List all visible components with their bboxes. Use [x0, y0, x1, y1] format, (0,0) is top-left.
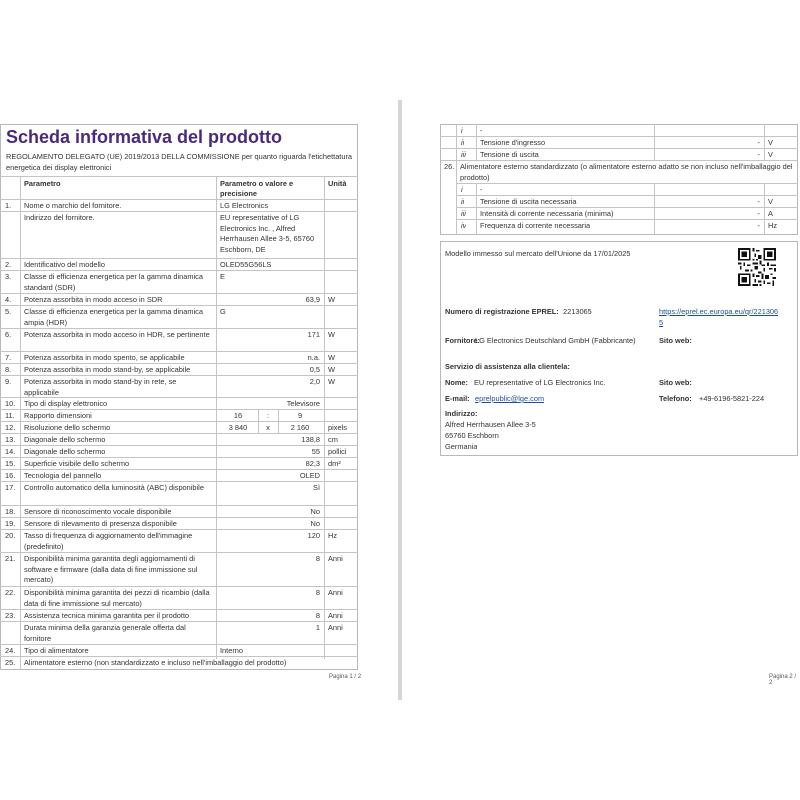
row-12-value-a: 3 840 — [228, 423, 248, 432]
row-23b-label: Durata minima della garanzia generale offerta dal fornitore — [24, 623, 186, 643]
row-21-unit: Anni — [328, 554, 343, 563]
row-12-unit: pixels — [328, 423, 347, 432]
service-name-value: EU representative of LG Electronics Inc. — [474, 378, 606, 387]
row-4-value: 63,9 — [305, 295, 320, 304]
row-1-value: LG Electronics — [220, 201, 269, 210]
supplier-value: LG Electronics Deutschland GmbH (Fabbricante) — [475, 336, 636, 345]
row-15-num: 15. — [5, 459, 16, 468]
t2-row-2-unit: V — [768, 197, 773, 206]
row-22-label: Disponibilità minima garantita dei pezzi di ricambio (dalla data di fine immissione sul mercato) — [24, 588, 210, 608]
row-9-unit: W — [328, 377, 335, 386]
row-26-num: 26. — [444, 162, 455, 171]
row-3-value: E — [220, 272, 225, 281]
row-12-value-b: 2 160 — [290, 423, 310, 432]
row-14-label: Diagonale dello schermo — [24, 447, 106, 456]
row-2-value: OLED55G56LS — [220, 260, 272, 269]
row-11-label: Rapporto dimensioni — [24, 411, 92, 420]
row-23b-value: 1 — [315, 623, 320, 632]
row-11-value-b: 9 — [297, 411, 303, 420]
t1-row-3-unit: V — [768, 150, 773, 159]
row-8-label: Potenza assorbita in modo stand-by, se applicabile — [24, 365, 191, 374]
row-26-label: Alimentatore esterno standardizzato (o alimentatore esterno adatto se non incluso nell'imballaggio del prodotto) — [460, 162, 793, 182]
row-15-value: 82,3 — [305, 459, 320, 468]
row-11-separator: : — [266, 411, 270, 420]
t2-row-4-unit: Hz — [768, 221, 778, 230]
row-1b-label: Indirizzo del fornitore. — [24, 213, 95, 222]
row-18-value: No — [310, 507, 320, 516]
row-1b-value: EU representative of LG Electronics Inc. , Alfred Herrhausen Allee 3-5, 65760 Eschborn, DE — [220, 213, 315, 254]
row-16-label: Tecnologia del pannello — [24, 471, 102, 480]
regulation-subtitle: REGOLAMENTO DELEGATO (UE) 2019/2013 DELLA COMMISSIONE per quanto riguarda l'etichettatura energetica dei display elettronici — [6, 152, 353, 172]
row-25-num: 25. — [5, 658, 16, 667]
column-header-value: Parametro o valore e precisione — [220, 179, 294, 198]
row-16-num: 16. — [5, 471, 16, 480]
row-14-value: 55 — [311, 447, 320, 456]
document-page-1 — [0, 100, 398, 700]
address-line-2: 65760 Eschborn — [445, 431, 499, 440]
row-15-label: Superficie visibile dello schermo — [24, 459, 130, 468]
email-label: E-mail: — [445, 394, 470, 403]
row-21-value: 8 — [315, 554, 320, 563]
row-24-label: Tipo di alimentatore — [24, 646, 89, 655]
t2-row-4-label: Frequenza di corrente necessaria — [480, 221, 591, 230]
row-6-label: Potenza assorbita in modo acceso in HDR, se pertinente — [24, 330, 210, 339]
row-25-label: Alimentatore esterno (non standardizzato e incluso nell'imballaggio del prodotto) — [24, 658, 287, 667]
row-9-value: 2,0 — [309, 377, 320, 386]
row-20-num: 20. — [5, 531, 16, 540]
t2-row-2-value: - — [757, 197, 760, 206]
market-date: Modello immesso sul mercato dell'Unione da 17/01/2025 — [445, 249, 631, 258]
page-title: Scheda informativa del prodotto — [6, 127, 283, 147]
t1-row-2-unit: V — [768, 138, 773, 147]
page-number: Pagina 1 / 2 — [329, 674, 362, 680]
row-16-value: OLED — [299, 471, 320, 480]
address-line-3: Germania — [445, 442, 478, 451]
row-3-num: 3. — [5, 272, 12, 281]
row-10-label: Tipo di display elettronico — [24, 399, 108, 408]
supplier-label: Fornitore: — [445, 336, 480, 345]
row-19-num: 19. — [5, 519, 16, 528]
row-6-unit: W — [328, 330, 335, 339]
row-5-value: G — [220, 307, 226, 316]
column-header-param: Parametro — [24, 179, 61, 188]
row-2-label: Identificativo del modello — [24, 260, 105, 269]
t2-row-1-label: - — [480, 185, 483, 194]
row-8-value: 0,5 — [309, 365, 320, 374]
row-12-num: 12. — [5, 423, 16, 432]
row-9-label: Potenza assorbita in modo stand-by in rete, se applicabile — [24, 377, 177, 397]
t1-row-3-label: Tensione di uscita — [480, 150, 539, 159]
row-15-unit: dm² — [328, 459, 341, 468]
row-21-num: 21. — [5, 554, 16, 563]
row-5-label: Classe di efficienza energetica per la gamma dinamica ampia (HDR) — [24, 307, 203, 327]
row-7-value: n.a. — [307, 353, 320, 362]
t2-row-3-roman: iii — [461, 209, 466, 218]
row-7-label: Potenza assorbita in modo spento, se applicabile — [24, 353, 185, 362]
row-1-label: Nome o marchio del fornitore. — [24, 201, 122, 210]
row-23b-unit: Anni — [328, 623, 343, 632]
t1-row-2-roman: ii — [461, 138, 465, 147]
row-23-num: 23. — [5, 611, 16, 620]
row-17-value: Sì — [313, 483, 320, 492]
row-14-num: 14. — [5, 447, 16, 456]
row-5-num: 5. — [5, 307, 12, 316]
row-4-num: 4. — [5, 295, 12, 304]
row-22-unit: Anni — [328, 588, 343, 597]
t2-row-4-value: - — [757, 221, 760, 230]
document-page-2 — [402, 100, 800, 700]
t1-row-3-value: - — [757, 150, 760, 159]
t1-row-1-roman: i — [461, 126, 463, 135]
address-line-1: Alfred Herrhausen Allee 3-5 — [445, 420, 536, 429]
row-7-unit: W — [328, 353, 335, 362]
row-23-value: 8 — [315, 611, 320, 620]
row-6-value: 171 — [307, 330, 320, 339]
row-22-value: 8 — [315, 588, 320, 597]
eprel-reg-label: Numero di registrazione EPREL: — [445, 307, 559, 316]
phone-label: Telefono: — [659, 394, 692, 403]
row-20-unit: Hz — [328, 531, 338, 540]
row-20-label: Tasso di frequenza di aggiornamento dell'immagine (predefinito) — [24, 531, 193, 551]
row-13-value: 138,8 — [301, 435, 320, 444]
t2-row-2-roman: ii — [461, 197, 465, 206]
column-header-unit: Unità — [328, 179, 347, 188]
row-22-num: 22. — [5, 588, 16, 597]
row-19-label: Sensore di rilevamento di presenza disponibile — [24, 519, 177, 528]
t1-row-2-value: - — [757, 138, 760, 147]
t2-row-3-value: - — [757, 209, 760, 218]
row-9-num: 9. — [5, 377, 12, 386]
eprel-link[interactable]: https://eprel.ec.europa.eu/qr/2213065 — [659, 307, 779, 327]
qr-code-icon[interactable] — [738, 248, 776, 286]
row-1-num: 1. — [5, 201, 12, 210]
row-10-num: 10. — [5, 399, 16, 408]
website-label-2: Sito web: — [659, 378, 692, 387]
row-11-num: 11. — [5, 411, 15, 420]
row-21-label: Disponibilità minima garantita degli aggiornamenti di software e firmware (dalla data di fine immissione sul mercato) — [24, 554, 198, 584]
row-14-unit: pollici — [328, 447, 347, 456]
t1-row-1-label: - — [480, 126, 483, 135]
row-24-num: 24. — [5, 646, 16, 655]
phone-value: +49-6196-5821-224 — [699, 394, 765, 403]
t2-row-4-roman: iv — [461, 221, 467, 230]
row-12-separator: x — [266, 423, 270, 432]
email-link[interactable]: eprelpublic@lge.com — [475, 394, 545, 403]
row-7-num: 7. — [5, 353, 12, 362]
page-number-2: Pagina 2 / 2 — [769, 674, 797, 686]
row-13-num: 13. — [5, 435, 16, 444]
row-19-value: No — [310, 519, 320, 528]
row-8-num: 8. — [5, 365, 12, 374]
address-label: Indirizzo: — [445, 409, 478, 418]
row-2-num: 2. — [5, 260, 12, 269]
row-23-label: Assistenza tecnica minima garantita per il prodotto — [24, 611, 190, 620]
website-label-1: Sito web: — [659, 336, 692, 345]
t2-row-3-label: Intensità di corrente necessaria (minima) — [480, 209, 614, 218]
row-3-label: Classe di efficienza energetica per la gamma dinamica standard (SDR) — [24, 272, 203, 292]
row-13-unit: cm — [328, 435, 338, 444]
t2-row-1-roman: i — [461, 185, 463, 194]
row-4-unit: W — [328, 295, 335, 304]
row-18-label: Sensore di riconoscimento vocale disponibile — [24, 507, 172, 516]
t1-row-2-label: Tensione d'ingresso — [480, 138, 546, 147]
eprel-reg-value: 2213065 — [563, 307, 592, 316]
row-23-unit: Anni — [328, 611, 343, 620]
service-name-label: Nome: — [445, 378, 468, 387]
row-4-label: Potenza assorbita in modo acceso in SDR — [24, 295, 163, 304]
t1-row-3-roman: iii — [461, 150, 466, 159]
row-18-num: 18. — [5, 507, 16, 516]
row-6-num: 6. — [5, 330, 12, 339]
row-13-label: Diagonale dello schermo — [24, 435, 106, 444]
row-12-label: Risoluzione dello schermo — [24, 423, 111, 432]
customer-service-heading: Servizio di assistenza alla clientela: — [445, 362, 570, 371]
row-17-label: Controllo automatico della luminosità (ABC) disponibile — [24, 483, 204, 492]
row-10-value: Televisore — [286, 399, 320, 408]
row-8-unit: W — [328, 365, 335, 374]
row-20-value: 120 — [307, 531, 320, 540]
t2-row-2-label: Tensione di uscita necessaria — [480, 197, 577, 206]
t2-row-3-unit: A — [768, 209, 773, 218]
row-24-value: Interno — [220, 646, 244, 655]
row-17-num: 17. — [5, 483, 16, 492]
row-11-value-a: 16 — [233, 411, 243, 420]
